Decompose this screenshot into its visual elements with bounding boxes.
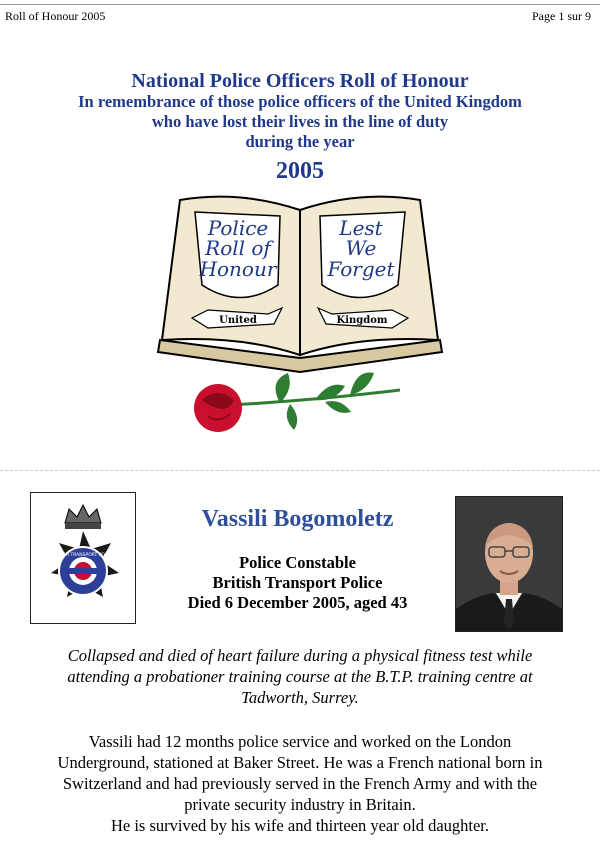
page-number: Page 1 sur 9 bbox=[532, 9, 591, 23]
biography-line: He is survived by his wife and thirteen year old daughter. bbox=[110, 816, 490, 835]
circumstances-line: Collapsed and died of heart failure during a physical fitness test while bbox=[67, 646, 533, 665]
biography-line: Underground, stationed at Baker Street. He was a French national born in bbox=[57, 753, 543, 772]
right-banner-text: Kingdom bbox=[336, 315, 388, 326]
year-title: 2005 bbox=[276, 158, 324, 184]
officer-name: Vassili Bogomoletz bbox=[201, 506, 394, 532]
open-book-icon bbox=[158, 197, 442, 372]
header-rule bbox=[0, 4, 600, 5]
biography-line: private security industry in Britain. bbox=[184, 795, 416, 814]
subtitle-line-1: In remembrance of those police officers of the United Kingdom bbox=[78, 92, 522, 111]
book-rose-illustration bbox=[150, 190, 450, 440]
right-page-line-2: We bbox=[345, 236, 377, 260]
officer-photo bbox=[455, 496, 563, 632]
biography-line: Switzerland and had previously served in the French Army and with the bbox=[62, 774, 538, 793]
portrait-image bbox=[456, 497, 562, 631]
section-divider bbox=[0, 470, 600, 471]
officer-death-date: Died 6 December 2005, aged 43 bbox=[187, 593, 408, 612]
title-block bbox=[0, 70, 600, 188]
circumstances-line: attending a probationer training course at the B.T.P. training centre at bbox=[67, 667, 533, 686]
police-badge bbox=[30, 492, 136, 624]
police-star-badge-icon bbox=[31, 493, 135, 623]
right-page-line-3: Forget bbox=[327, 257, 395, 281]
circumstances-text bbox=[10, 645, 590, 708]
left-page-line-1: Police bbox=[207, 216, 269, 240]
biography-line: Vassili had 12 months police service and worked on the London bbox=[88, 732, 512, 751]
right-page-line-1: Lest bbox=[339, 216, 383, 240]
left-banner-text: United bbox=[219, 315, 257, 326]
officer-force: British Transport Police bbox=[212, 573, 383, 592]
subtitle-line-2: who have lost their lives in the line of duty bbox=[151, 112, 449, 131]
subtitle-line-3: during the year bbox=[245, 132, 355, 151]
officer-details bbox=[140, 553, 455, 613]
officer-rank: Police Constable bbox=[239, 553, 356, 572]
badge-text: BRITISH TRANSPORT POLICE bbox=[51, 553, 115, 558]
rose-icon bbox=[194, 372, 400, 432]
circumstances-line: Tadworth, Surrey. bbox=[241, 688, 359, 707]
document-title-header: Roll of Honour 2005 bbox=[5, 9, 106, 23]
biography-text bbox=[10, 731, 590, 836]
main-title: National Police Officers Roll of Honour bbox=[131, 70, 469, 92]
left-page-line-3: Honour bbox=[199, 257, 277, 281]
left-page-line-2: Roll of bbox=[205, 236, 271, 260]
